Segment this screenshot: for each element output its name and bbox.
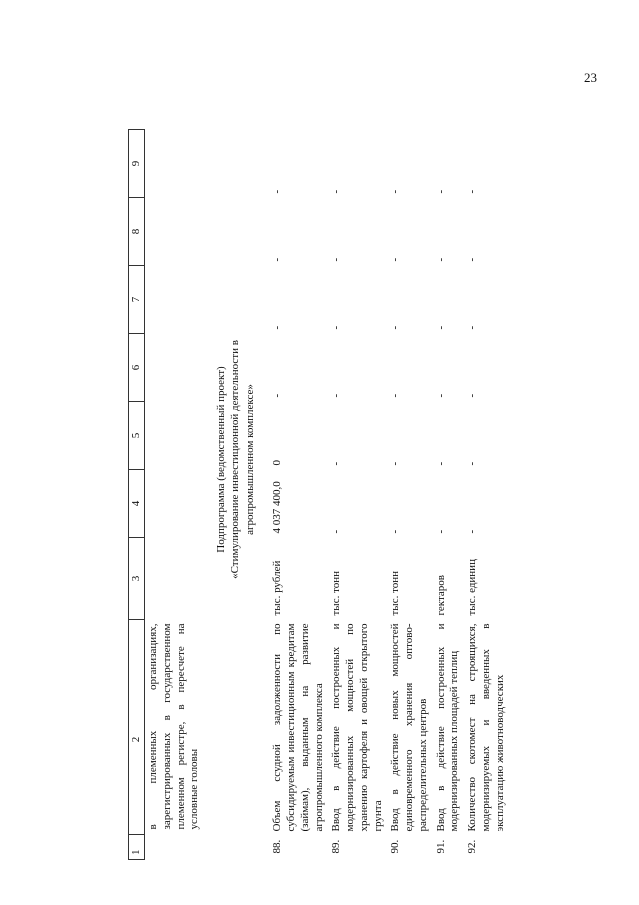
header-col-3: 3 xyxy=(129,538,145,620)
indicator-cell xyxy=(433,620,465,860)
header-col-1-2 xyxy=(129,620,145,860)
value-cell: - xyxy=(466,529,479,534)
header-col-9: 9 xyxy=(129,130,145,198)
header-col-8: 8 xyxy=(129,198,145,266)
header-col-1: 1 xyxy=(130,849,142,855)
value-cell: - xyxy=(271,257,284,262)
value-cell: - xyxy=(389,325,402,330)
unit-cell: тыс. тонн xyxy=(389,570,402,616)
subprogram-title: Подпрограмма (ведомственный проект) «Стимулирование инвестиционной деятельности в агропромышленном комплексе» xyxy=(215,340,256,579)
unit-cell: тыс. единиц xyxy=(466,559,479,616)
indicator-cell xyxy=(328,620,387,860)
value-cell: - xyxy=(330,325,343,330)
rotated-table-container xyxy=(128,60,618,860)
value-cell: - xyxy=(466,461,479,466)
unit-cell: гектаров xyxy=(434,575,447,616)
value-cell: - xyxy=(434,325,447,330)
value-cell: - xyxy=(389,189,402,194)
indicator-cell xyxy=(269,620,328,860)
value-cell: - xyxy=(434,257,447,262)
value-cell: - xyxy=(466,393,479,398)
indicator-text: Ввод в действие построенных и модернизированных площадей теплиц xyxy=(434,623,461,832)
header-divider xyxy=(128,834,145,835)
value-cell: - xyxy=(271,325,284,330)
header-col-4: 4 xyxy=(129,470,145,538)
header-row xyxy=(129,60,145,860)
row-number: 92. xyxy=(466,839,479,854)
value-cell: - xyxy=(330,529,343,534)
table-row xyxy=(328,60,387,860)
value-cell: - xyxy=(434,461,447,466)
indicators-table xyxy=(128,60,509,861)
value-cell: - xyxy=(434,189,447,194)
value-cell: - xyxy=(389,257,402,262)
value-cell: - xyxy=(330,189,343,194)
value-cell: - xyxy=(330,461,343,466)
value-cell: - xyxy=(389,461,402,466)
page-number: 23 xyxy=(584,70,597,85)
row-number: 88. xyxy=(271,839,284,854)
table-row xyxy=(464,60,509,860)
value-cell: - xyxy=(389,393,402,398)
value-cell: - xyxy=(434,393,447,398)
table-row xyxy=(269,60,328,860)
value-cell: - xyxy=(466,189,479,194)
continuation-row xyxy=(145,60,205,860)
indicator-text: Ввод в действие новых мощностей единовременного хранения оптово-распределительных центров xyxy=(389,623,429,832)
row-number: 90. xyxy=(389,839,402,854)
header-col-2: 2 xyxy=(129,736,142,743)
indicator-cell xyxy=(464,620,509,860)
value-cell: - xyxy=(466,325,479,330)
indicator-text: Объем ссудной задолженности по субсидируемым инвестиционным кредитам (займам), выданным на развитие агропромышленного комплекса xyxy=(271,623,325,832)
row-number: 91. xyxy=(434,839,447,854)
header-col-6: 6 xyxy=(129,334,145,402)
value-cell: - xyxy=(271,189,284,194)
header-col-7: 7 xyxy=(129,266,145,334)
value-cell: - xyxy=(330,257,343,262)
value-cell: - xyxy=(271,393,284,398)
indicator-text: Ввод в действие построенных и модернизированных мощностей по хранению картофеля и овощей открытого грунта xyxy=(330,623,384,832)
value-cell: - xyxy=(330,393,343,398)
table-row xyxy=(387,60,432,860)
value-cell: - xyxy=(389,529,402,534)
unit-cell: тыс. тонн xyxy=(330,570,343,616)
subprogram-row xyxy=(204,60,269,860)
value-cell: - xyxy=(434,529,447,534)
header-col-5: 5 xyxy=(129,402,145,470)
indicator-text: Количество скотомест на строящихся, модернизируемых и введенных в эксплуатацию животноводческих xyxy=(466,623,506,832)
table-row xyxy=(433,60,465,860)
row-number: 89. xyxy=(330,839,343,854)
continuation-text: в племенных организациях, зарегистрированных в государственном племенном регистре, в пересчете на условные головы xyxy=(147,623,201,830)
value-cell: 4 037 400,0 xyxy=(271,481,284,534)
unit-cell: тыс. рублей xyxy=(271,560,284,616)
value-cell: - xyxy=(466,257,479,262)
indicator-cell xyxy=(387,620,432,860)
value-cell: 0 xyxy=(271,460,284,466)
